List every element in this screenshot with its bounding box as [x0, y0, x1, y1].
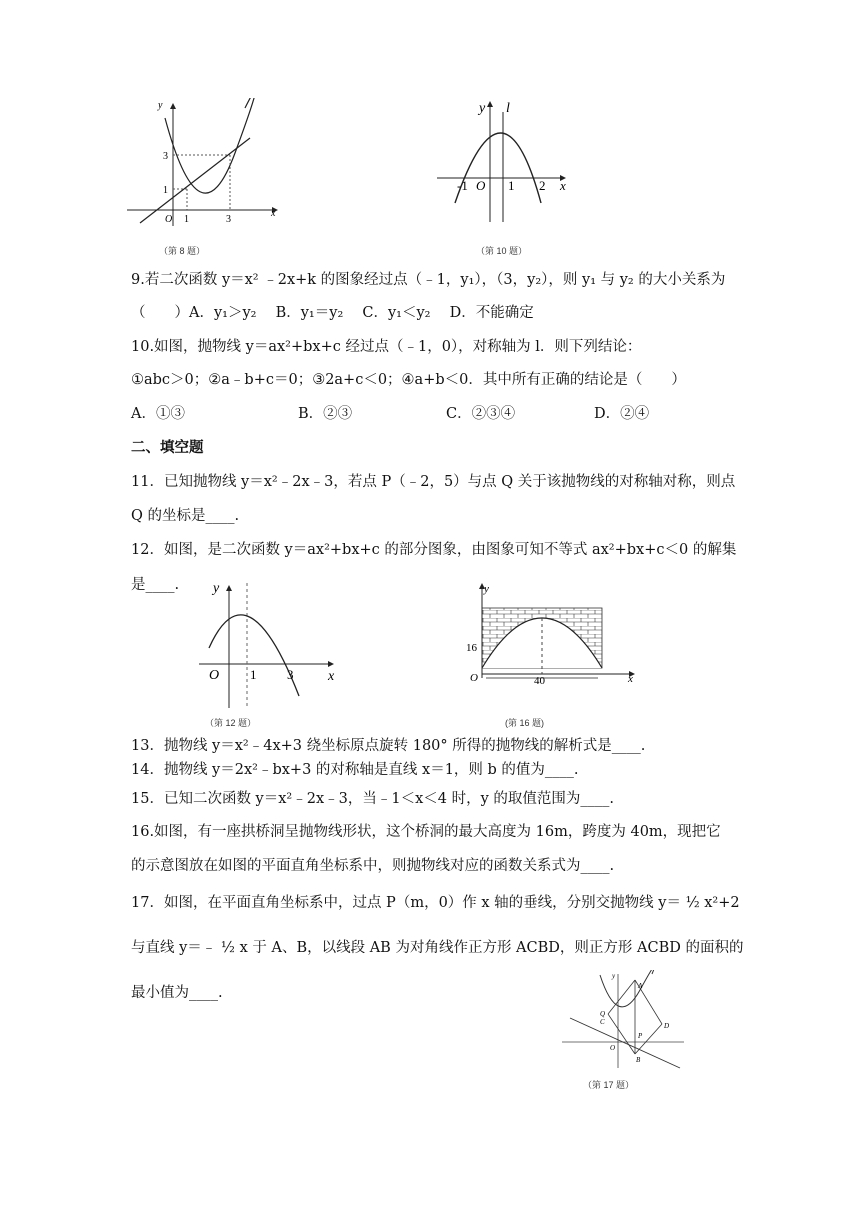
q13: 13．抛物线 y＝x²﹣4x+3 绕坐标原点旋转 180° 所得的抛物线的解析式是____. — [131, 738, 646, 754]
tick-x1: 1 — [508, 178, 515, 193]
point-c-label: C — [600, 1018, 605, 1026]
figure-10 — [433, 98, 583, 233]
point-q-label: Q — [600, 1010, 606, 1018]
q11-line2: Q 的坐标是____. — [131, 508, 240, 524]
axis-x-label: x — [560, 178, 566, 193]
origin-label: O — [470, 672, 478, 684]
q10-line2: ①abc＞0；②a﹣b+c＝0；③2a+c＜0；④a+b＜0．其中所有正确的结论是（ ） — [131, 372, 686, 388]
origin-label: O — [476, 178, 486, 193]
figure-17 — [560, 970, 690, 1070]
q16-line2: 的示意图放在如图的平面直角坐标系中，则抛物线对应的函数关系式为____. — [131, 858, 615, 874]
q17-line1: 17．如图，在平面直角坐标系中，过点 P（m，0）作 x 轴的垂线，分别交抛物线 y＝ ½ x²+2 — [131, 895, 740, 911]
section-title: 二、填空题 — [131, 440, 204, 456]
tick-x3: 3 — [287, 667, 294, 682]
axis-y-label: y — [479, 101, 486, 116]
point-d-label: D — [664, 1022, 670, 1030]
caption-fig17: （第 17 题） — [583, 1080, 635, 1090]
q17-line3: 最小值为____. — [131, 985, 223, 1001]
axis-y-label: y — [158, 100, 163, 111]
tick-x3: 3 — [226, 214, 231, 225]
q10-option-c: C．②③④ — [446, 406, 516, 422]
q10-option-a: A．①③ — [131, 406, 185, 422]
tick-x2: 2 — [539, 178, 546, 193]
tick-x1: 1 — [184, 214, 189, 225]
tick-x1: 1 — [250, 667, 257, 682]
tick-y1: 1 — [163, 185, 168, 196]
axis-l-label: l — [506, 101, 510, 116]
q10-line1: 10.如图，抛物线 y＝ax²+bx+c 经过点（﹣1，0），对称轴为 l．则下列结论： — [131, 339, 642, 355]
axis-x-label: x — [328, 669, 335, 684]
q11-line1: 11．已知抛物线 y＝x²﹣2x﹣3，若点 P（﹣2，5）与点 Q 关于该抛物线的对称轴对称，则点 — [131, 474, 736, 490]
caption-fig16: (第 16 题) — [505, 718, 545, 728]
caption-fig12: （第 12 题） — [205, 718, 257, 728]
q9-line2: （ ）A．y₁＞y₂ B．y₁＝y₂ C．y₁＜y₂ D．不能确定 — [131, 305, 534, 321]
origin-label: O — [209, 668, 220, 683]
q9-line1: 9.若二次函数 y＝x² ﹣2x+k 的图象经过点（﹣1，y₁），（3，y₂），则 y₁ 与 y₂ 的大小关系为 — [131, 272, 726, 288]
height-label: 16 — [466, 642, 477, 654]
q17-line2: 与直线 y＝﹣ ½ x 于 A、B，以线段 AB 为对角线作正方形 ACBD，则正方形 ACBD 的面积的 — [131, 940, 744, 956]
point-p-label: P — [638, 1032, 643, 1040]
axis-x-label: x — [271, 208, 276, 219]
axis-y-label: y — [612, 972, 616, 980]
origin-label: O — [165, 214, 173, 225]
point-a-label: A — [638, 982, 643, 990]
axis-y-label: y — [213, 581, 220, 596]
figure-12 — [195, 578, 345, 713]
span-label: 40 — [534, 675, 545, 687]
tick-y3: 3 — [163, 151, 168, 162]
q16-line1: 16.如图，有一座拱桥洞呈抛物线形状，这个桥洞的最大高度为 16m，跨度为 40m，现把它 — [131, 824, 721, 840]
origin-label: O — [610, 1044, 616, 1052]
point-b-label: B — [636, 1056, 641, 1064]
figure-16 — [462, 578, 642, 688]
q12-line1: 12．如图，是二次函数 y＝ax²+bx+c 的部分图象，由图象可知不等式 ax²+bx+c＜0 的解集 — [131, 542, 737, 558]
figure-8 — [125, 98, 285, 233]
q14: 14．抛物线 y＝2x²﹣bx+3 的对称轴是直线 x＝1，则 b 的值为____. — [131, 762, 579, 778]
q10-option-b: B．②③ — [298, 406, 353, 422]
axis-x-label: x — [628, 673, 633, 685]
caption-fig8: （第 8 题） — [159, 246, 206, 256]
tick-xm1: -1 — [457, 178, 468, 193]
axis-y-label: y — [484, 583, 489, 595]
q12-line2: 是____. — [131, 577, 180, 593]
q15: 15．已知二次函数 y＝x²﹣2x﹣3，当﹣1＜x＜4 时，y 的取值范围为____. — [131, 791, 615, 807]
q10-option-d: D．②④ — [594, 406, 650, 422]
caption-fig10: （第 10 题） — [476, 246, 528, 256]
